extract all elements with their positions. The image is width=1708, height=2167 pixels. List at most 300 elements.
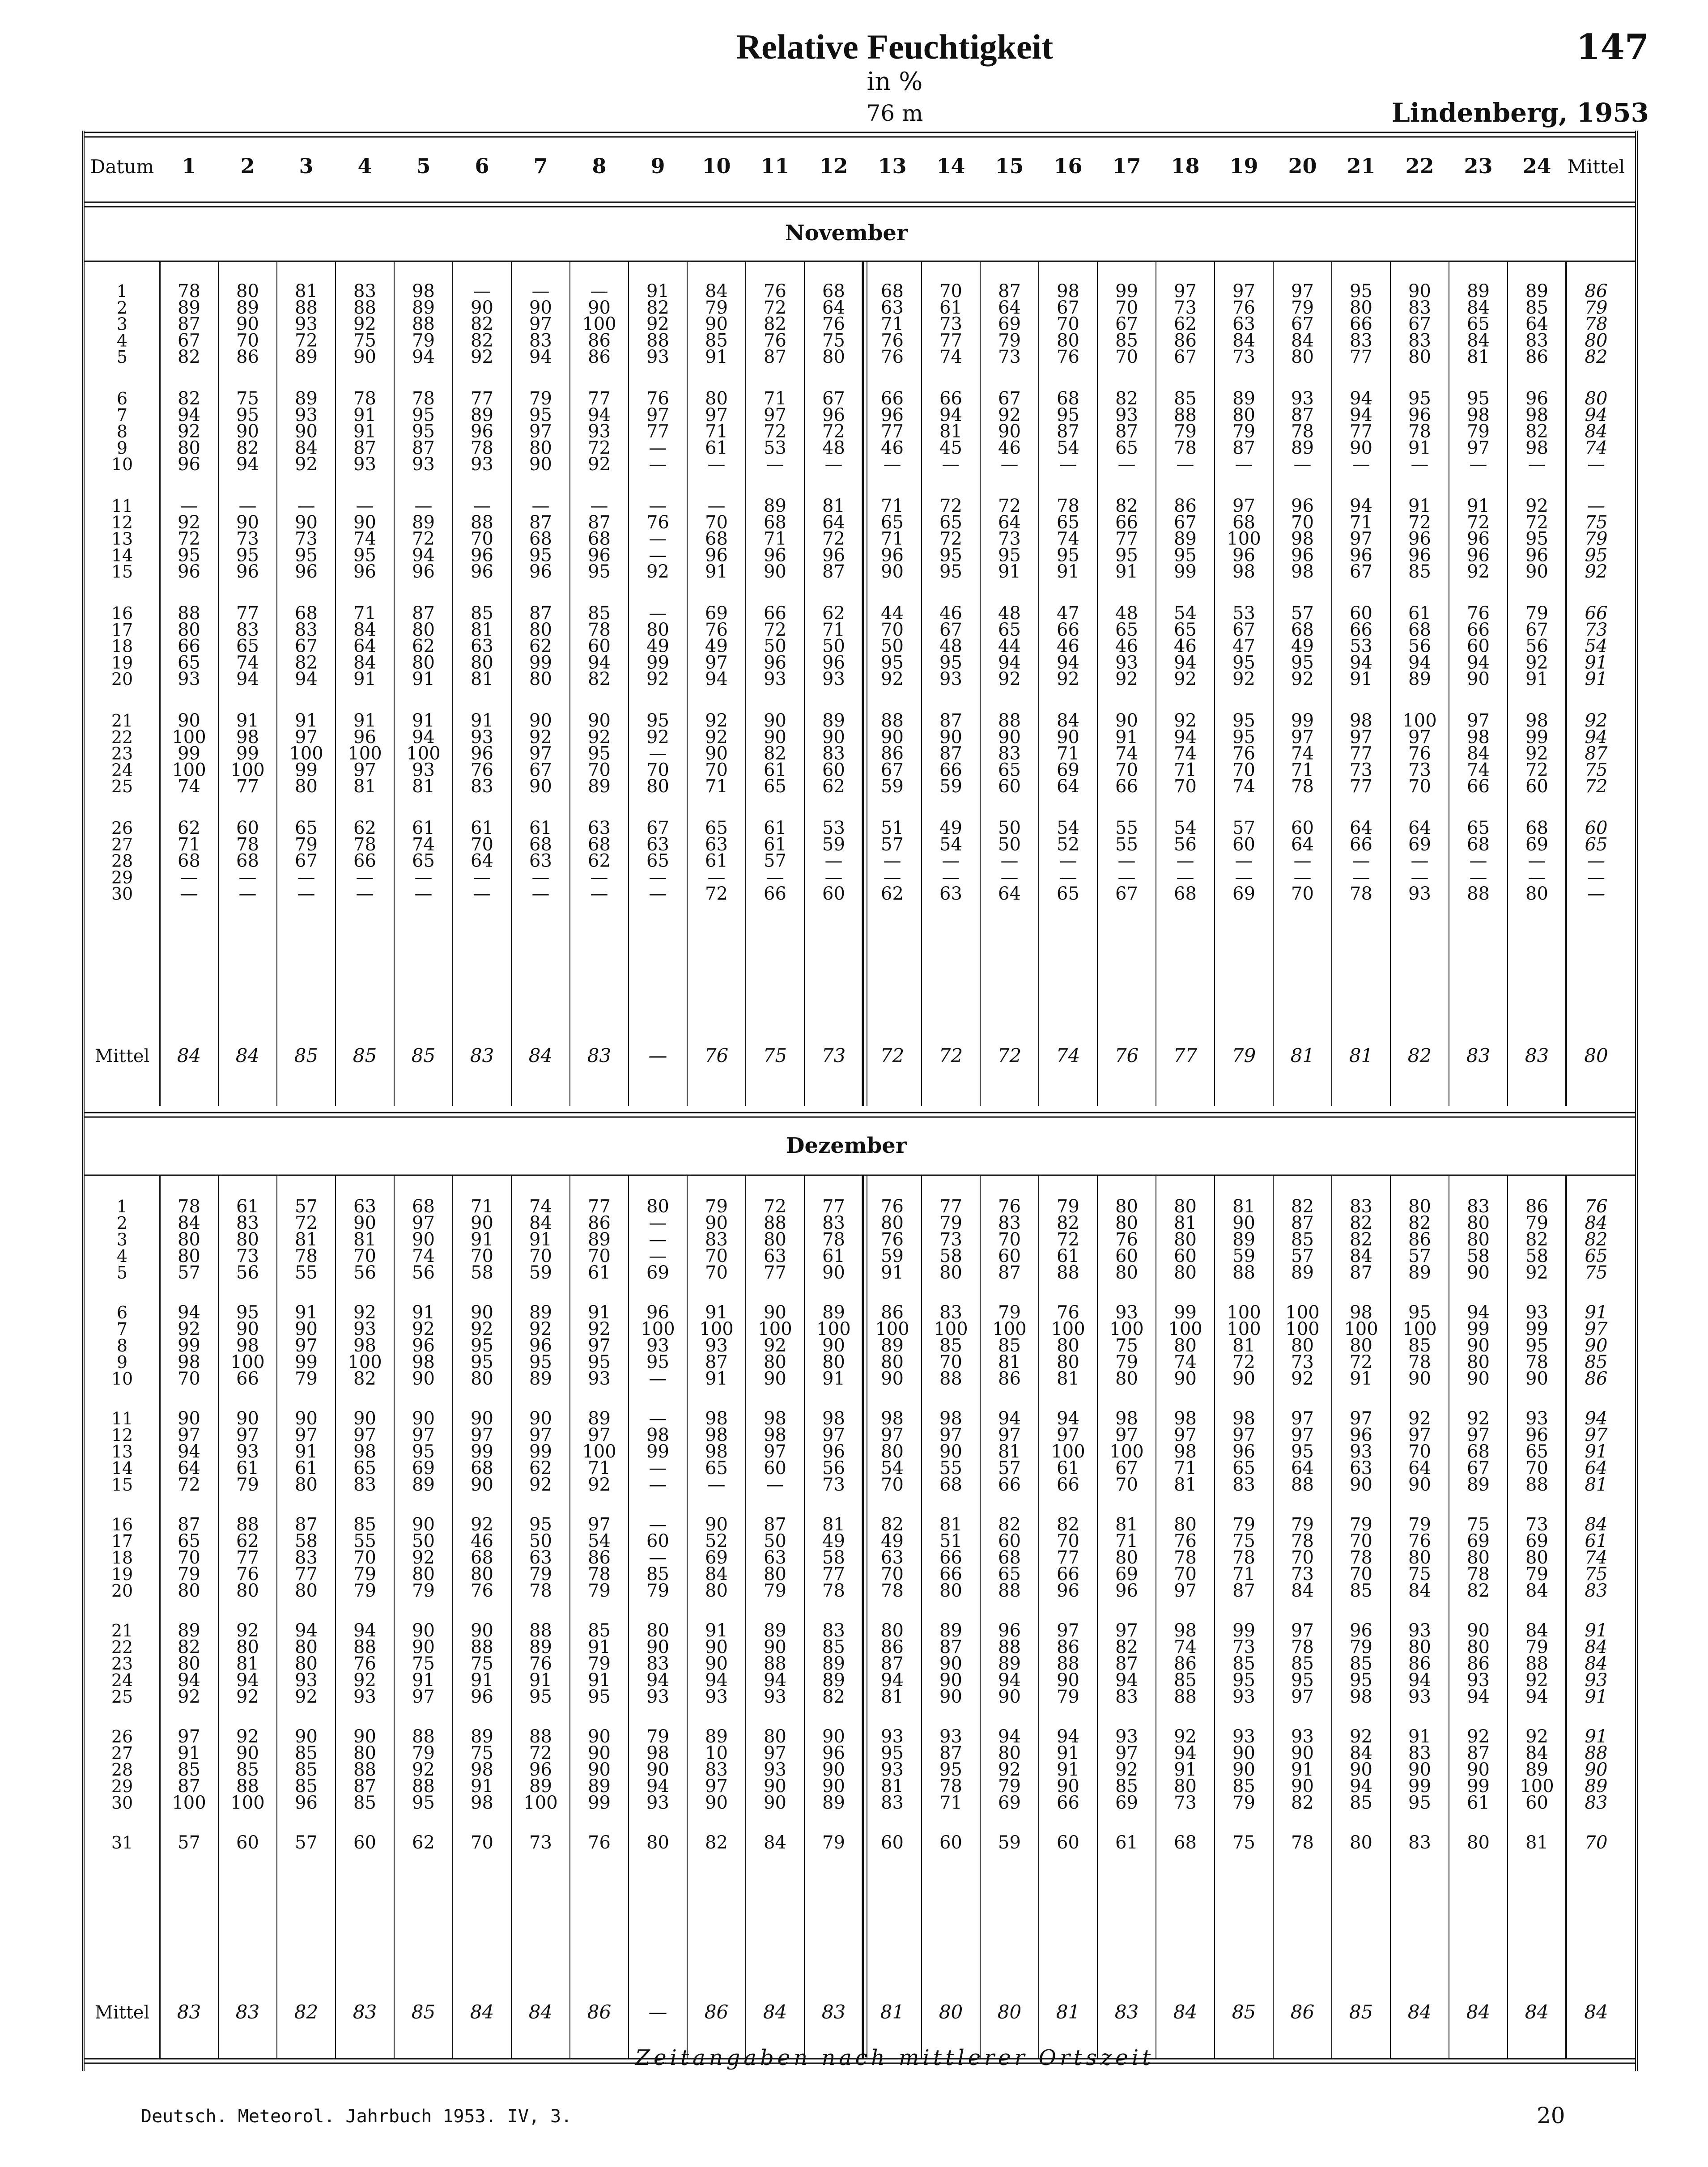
column-header-hour: 1 [182,154,196,178]
row-date: 20 [111,1581,133,1601]
row-mean-value: 73 [1585,619,1608,640]
humidity-value: 80 [1350,1832,1372,1853]
humidity-value: — [649,1368,667,1389]
humidity-value: — [649,867,667,888]
row-date: 24 [111,760,133,780]
humidity-value: — [649,496,667,516]
table-grid [85,131,1635,2071]
humidity-value: 99 [529,1441,552,1462]
humidity-value: 92 [236,1726,259,1747]
monthly-mean-value: 80 [1584,1045,1608,1067]
humidity-value: 61 [939,297,962,318]
humidity-value: 58 [822,1547,845,1568]
humidity-value: 72 [764,421,786,442]
humidity-value: 66 [1467,776,1490,797]
humidity-value: — [1528,867,1546,888]
humidity-value: — [1176,850,1194,871]
humidity-value: 97 [471,1425,493,1445]
humidity-value: 80 [881,1441,904,1462]
humidity-value: 90 [236,1408,259,1429]
humidity-value: 79 [705,297,728,318]
monthly-mean-value: 81 [1290,1045,1315,1067]
humidity-value: 86 [1408,1653,1431,1674]
humidity-value: 51 [939,1531,962,1551]
humidity-value: 92 [236,1620,259,1641]
humidity-value: 92 [998,404,1021,425]
humidity-value: 98 [1350,1687,1372,1707]
humidity-value: 84 [295,438,318,459]
humidity-value: 72 [1408,512,1431,533]
humidity-value: 88 [1174,404,1197,425]
humidity-value: 79 [998,1776,1021,1797]
humidity-value: 67 [1467,1458,1490,1479]
humidity-value: — [824,850,843,871]
humidity-value: 91 [705,347,728,368]
row-date: 15 [111,562,133,582]
humidity-value: 78 [1408,1352,1431,1372]
row-date: 25 [111,777,133,797]
humidity-value: 90 [1232,1368,1255,1389]
humidity-value: 46 [1174,636,1197,657]
humidity-value: 90 [588,1759,611,1780]
monthly-mean-value: 80 [997,2001,1022,2023]
row-mean-value: 86 [1585,281,1608,302]
humidity-value: 96 [588,545,611,566]
humidity-value: 90 [646,1759,669,1780]
humidity-value: 97 [1291,281,1314,302]
humidity-value: 80 [1467,1229,1490,1250]
humidity-value: 70 [1174,776,1197,797]
humidity-value: 60 [1467,636,1490,657]
humidity-value: 66 [1057,1793,1079,1813]
humidity-value: 94 [588,404,611,425]
humidity-value: 48 [998,603,1021,624]
humidity-value: 61 [529,818,552,838]
humidity-value: 83 [881,1793,904,1813]
humidity-value: — [356,496,374,516]
humidity-value: 91 [178,1743,200,1763]
column-header-hour: 6 [475,154,489,178]
humidity-value: 95 [1467,388,1490,409]
humidity-value: 63 [588,818,611,838]
humidity-value: 65 [998,619,1021,640]
monthly-mean-value: 73 [821,1045,846,1067]
humidity-value: 94 [529,347,552,368]
humidity-value: — [180,496,198,516]
humidity-value: 85 [1408,1335,1431,1356]
humidity-value: 58 [295,1531,318,1551]
humidity-value: 92 [353,1670,376,1691]
row-date: 20 [111,669,133,689]
humidity-value: 91 [1057,561,1079,582]
humidity-value: 72 [1467,512,1490,533]
row-date: 10 [111,1369,133,1389]
humidity-value: 81 [881,1687,904,1707]
humidity-value: 82 [178,347,200,368]
humidity-value: 63 [764,1547,786,1568]
humidity-value: 96 [1291,496,1314,516]
row-date: 13 [111,1442,133,1462]
column-header-hour: 11 [761,154,790,178]
humidity-value: 86 [881,743,904,764]
humidity-value: 67 [1115,884,1138,905]
humidity-value: 70 [646,760,669,781]
humidity-value: 78 [1291,1637,1314,1657]
humidity-value: 87 [939,710,962,731]
humidity-value: 99 [646,1441,669,1462]
humidity-value: 94 [939,404,962,425]
humidity-value: 88 [178,603,200,624]
humidity-value: 89 [705,1726,728,1747]
humidity-value: 49 [705,636,728,657]
humidity-value: 90 [705,1514,728,1535]
humidity-value: 92 [588,1319,611,1339]
humidity-value: 97 [822,1425,845,1445]
humidity-value: 63 [471,636,493,657]
humidity-value: 100 [230,1352,265,1372]
humidity-value: 70 [705,1246,728,1266]
humidity-value: 77 [236,776,259,797]
humidity-value: 85 [588,1620,611,1641]
monthly-mean-value: 80 [939,2001,963,2023]
humidity-value: 92 [236,1687,259,1707]
humidity-value: 90 [1291,1776,1314,1797]
humidity-value: 82 [1350,1213,1372,1233]
humidity-value: 100 [230,760,265,781]
humidity-value: 96 [998,1620,1021,1641]
humidity-value: 95 [236,545,259,566]
humidity-value: 79 [588,1653,611,1674]
humidity-value: 57 [998,1458,1021,1479]
row-mean-value: 75 [1585,760,1608,781]
humidity-value: 99 [1467,1776,1490,1797]
humidity-value: 99 [236,743,259,764]
humidity-value: 80 [1115,1213,1138,1233]
humidity-value: 65 [1057,512,1079,533]
humidity-value: 100 [172,760,206,781]
humidity-value: 82 [178,388,200,409]
humidity-value: 96 [1408,404,1431,425]
humidity-value: 95 [646,710,669,731]
humidity-value: 98 [178,1352,200,1372]
humidity-value: — [649,1514,667,1535]
humidity-value: 92 [1057,669,1079,690]
humidity-value: 98 [881,1408,904,1429]
humidity-value: 80 [295,1474,318,1495]
row-date: 28 [111,1760,133,1780]
humidity-value: 96 [471,561,493,582]
humidity-value: 98 [1291,561,1314,582]
humidity-value: — [649,743,667,764]
humidity-value: 98 [705,1441,728,1462]
monthly-mean-value: 76 [704,1045,729,1067]
row-mean-value: 91 [1585,1726,1608,1747]
humidity-value: 78 [529,1581,552,1601]
humidity-value: 98 [236,727,259,748]
humidity-value: 66 [998,1474,1021,1495]
humidity-value: 82 [705,1832,728,1853]
humidity-value: 83 [236,619,259,640]
column-header-hour: 13 [878,154,907,178]
humidity-value: 80 [1408,1196,1431,1217]
humidity-value: 94 [705,1670,728,1691]
humidity-value: 74 [939,347,962,368]
row-mean-value: 64 [1585,1458,1608,1479]
humidity-value: 77 [236,1547,259,1568]
row-date: 11 [111,496,133,516]
humidity-value: 91 [471,1229,493,1250]
humidity-value: 92 [1525,1262,1548,1283]
humidity-value: 85 [1350,1793,1372,1813]
humidity-value: 96 [471,743,493,764]
humidity-value: 65 [353,1458,376,1479]
humidity-value: 88 [1174,1687,1197,1707]
humidity-value: 90 [236,1743,259,1763]
humidity-value: 77 [1115,528,1138,549]
humidity-value: 79 [1350,1514,1372,1535]
humidity-value: 93 [1408,1687,1431,1707]
humidity-value: 92 [1174,710,1197,731]
humidity-value: 100 [875,1319,909,1339]
humidity-value: 94 [588,652,611,673]
humidity-value: 97 [588,1514,611,1535]
humidity-value: 76 [471,1581,493,1601]
humidity-value: — [1411,867,1429,888]
humidity-value: 67 [822,388,845,409]
humidity-value: 96 [1057,1581,1079,1601]
humidity-value: 66 [939,1564,962,1585]
row-mean-value: 78 [1585,314,1608,335]
humidity-value: 77 [939,1196,962,1217]
humidity-value: 75 [1232,1531,1255,1551]
humidity-value: 92 [529,1474,552,1495]
humidity-value: 99 [178,1335,200,1356]
monthly-mean-value: 85 [1232,2001,1256,2023]
row-date: 31 [111,1833,133,1853]
humidity-value: 86 [1174,1653,1197,1674]
row-mean-value: 97 [1585,1319,1608,1339]
humidity-value: 76 [1467,603,1490,624]
humidity-value: 100 [172,727,206,748]
humidity-value: 98 [471,1793,493,1813]
humidity-value: 88 [529,1726,552,1747]
humidity-value: 76 [1232,297,1255,318]
humidity-value: — [1235,850,1253,871]
humidity-value: 66 [764,884,786,905]
humidity-value: 67 [1174,347,1197,368]
humidity-value: 79 [998,1302,1021,1323]
humidity-value: 89 [412,512,435,533]
monthly-mean-value: 86 [1290,2001,1315,2023]
row-date: 29 [111,1776,133,1796]
humidity-value: 96 [822,1441,845,1462]
humidity-value: 95 [939,545,962,566]
row-date: 8 [116,1336,128,1355]
humidity-value: 66 [1115,512,1138,533]
humidity-value: 94 [236,1670,259,1691]
humidity-value: 97 [939,1425,962,1445]
humidity-value: 78 [471,438,493,459]
humidity-value: 66 [1350,834,1372,855]
humidity-value: 65 [178,652,200,673]
humidity-value: 69 [1115,1564,1138,1585]
humidity-value: 61 [822,1246,845,1266]
humidity-value: 77 [822,1196,845,1217]
humidity-value: 91 [295,710,318,731]
humidity-value: 46 [1057,636,1079,657]
humidity-value: 83 [822,1213,845,1233]
row-mean-value: 91 [1585,1302,1608,1323]
humidity-value: 81 [1525,1832,1548,1853]
humidity-value: 74 [412,1246,435,1266]
humidity-value: 92 [295,454,318,475]
humidity-value: 80 [236,1637,259,1657]
humidity-value: 72 [178,528,200,549]
humidity-value: 80 [1115,1196,1138,1217]
humidity-value: 49 [881,1531,904,1551]
humidity-value: 91 [412,710,435,731]
humidity-value: 80 [1115,1547,1138,1568]
humidity-value: 89 [939,1620,962,1641]
row-date: 21 [111,1621,133,1640]
humidity-value: 54 [588,1531,611,1551]
humidity-value: 89 [822,710,845,731]
humidity-value: 57 [881,834,904,855]
humidity-value: 92 [1408,1408,1431,1429]
humidity-value: 75 [1408,1564,1431,1585]
humidity-value: 72 [178,1474,200,1495]
humidity-value: 65 [646,850,669,871]
row-mean-value: 72 [1585,776,1608,797]
humidity-value: — [473,867,491,888]
humidity-value: 78 [939,1776,962,1797]
humidity-value: 80 [646,1832,669,1853]
humidity-value: 78 [295,1246,318,1266]
row-mean-value: 70 [1585,1832,1608,1853]
humidity-value: 79 [1525,1637,1548,1657]
humidity-value: 94 [1525,1687,1548,1707]
humidity-value: — [1293,867,1312,888]
humidity-value: 91 [1467,496,1490,516]
humidity-value: 93 [1115,652,1138,673]
humidity-value: 86 [588,347,611,368]
humidity-value: — [1059,867,1077,888]
humidity-value: 82 [353,1368,376,1389]
humidity-value: 83 [998,743,1021,764]
humidity-value: 95 [412,404,435,425]
humidity-value: 79 [939,1213,962,1233]
humidity-value: 90 [295,1726,318,1747]
humidity-value: 94 [412,347,435,368]
humidity-value: 96 [529,1759,552,1780]
humidity-value: 76 [646,512,669,533]
humidity-value: 94 [1350,404,1372,425]
humidity-value: — [707,867,726,888]
humidity-value: 73 [236,1246,259,1266]
humidity-value: 65 [939,512,962,533]
humidity-value: 84 [1525,1743,1548,1763]
humidity-value: 89 [529,1368,552,1389]
humidity-value: 70 [178,1368,200,1389]
humidity-value: 95 [529,1514,552,1535]
humidity-value: 90 [588,1726,611,1747]
row-date: 11 [111,1409,133,1428]
humidity-value: 82 [1115,496,1138,516]
humidity-value: 61 [705,850,728,871]
humidity-value: 90 [881,1368,904,1389]
monthly-mean-value: 84 [235,1045,260,1067]
humidity-value: 66 [1057,1474,1079,1495]
humidity-value: 76 [822,314,845,335]
monthly-mean-value: 83 [1466,1045,1491,1067]
humidity-value: 49 [1291,636,1314,657]
humidity-value: 65 [998,760,1021,781]
humidity-value: 90 [705,314,728,335]
humidity-value: 92 [1525,1670,1548,1691]
humidity-value: 60 [646,1531,669,1551]
humidity-value: 90 [588,710,611,731]
humidity-value: 84 [705,281,728,302]
humidity-value: — [766,1474,784,1495]
row-mean-value: 93 [1585,1670,1608,1691]
humidity-value: 93 [1525,1408,1548,1429]
humidity-value: 100 [348,1352,382,1372]
humidity-value: 91 [705,1302,728,1323]
humidity-value: 70 [881,619,904,640]
humidity-value: 98 [1525,710,1548,731]
humidity-value: 59 [881,776,904,797]
humidity-value: — [238,867,257,888]
humidity-value: 72 [1057,1229,1079,1250]
humidity-value: 60 [1350,603,1372,624]
humidity-value: 93 [939,1726,962,1747]
humidity-value: 73 [998,347,1021,368]
humidity-value: 94 [178,404,200,425]
humidity-value: 78 [353,388,376,409]
humidity-value: 94 [998,652,1021,673]
humidity-value: 78 [1057,496,1079,516]
humidity-value: 83 [471,776,493,797]
humidity-value: 88 [353,1637,376,1657]
row-date: 3 [116,1230,128,1249]
humidity-value: 65 [1174,619,1197,640]
humidity-value: 100 [1109,1441,1144,1462]
humidity-value: — [1059,454,1077,475]
humidity-value: 95 [1057,545,1079,566]
humidity-value: 72 [529,1743,552,1763]
humidity-value: 81 [471,619,493,640]
row-mean-value: 87 [1585,743,1608,764]
humidity-value: 100 [1520,1776,1554,1797]
humidity-value: 92 [1174,1726,1197,1747]
humidity-value: 95 [412,421,435,442]
humidity-value: 99 [1525,727,1548,748]
row-mean-value: 83 [1585,1793,1608,1813]
humidity-value: 61 [1467,1793,1490,1813]
humidity-value: 70 [353,1246,376,1266]
humidity-value: 87 [529,603,552,624]
humidity-value: 85 [295,1776,318,1797]
humidity-value: 98 [1467,727,1490,748]
humidity-value: 76 [1057,347,1079,368]
humidity-value: 49 [822,1531,845,1551]
humidity-value: 83 [1232,1474,1255,1495]
humidity-value: 56 [1525,636,1548,657]
humidity-value: 83 [1525,330,1548,351]
humidity-value: 82 [998,1514,1021,1535]
humidity-value: 87 [588,512,611,533]
humidity-value: 71 [764,388,786,409]
